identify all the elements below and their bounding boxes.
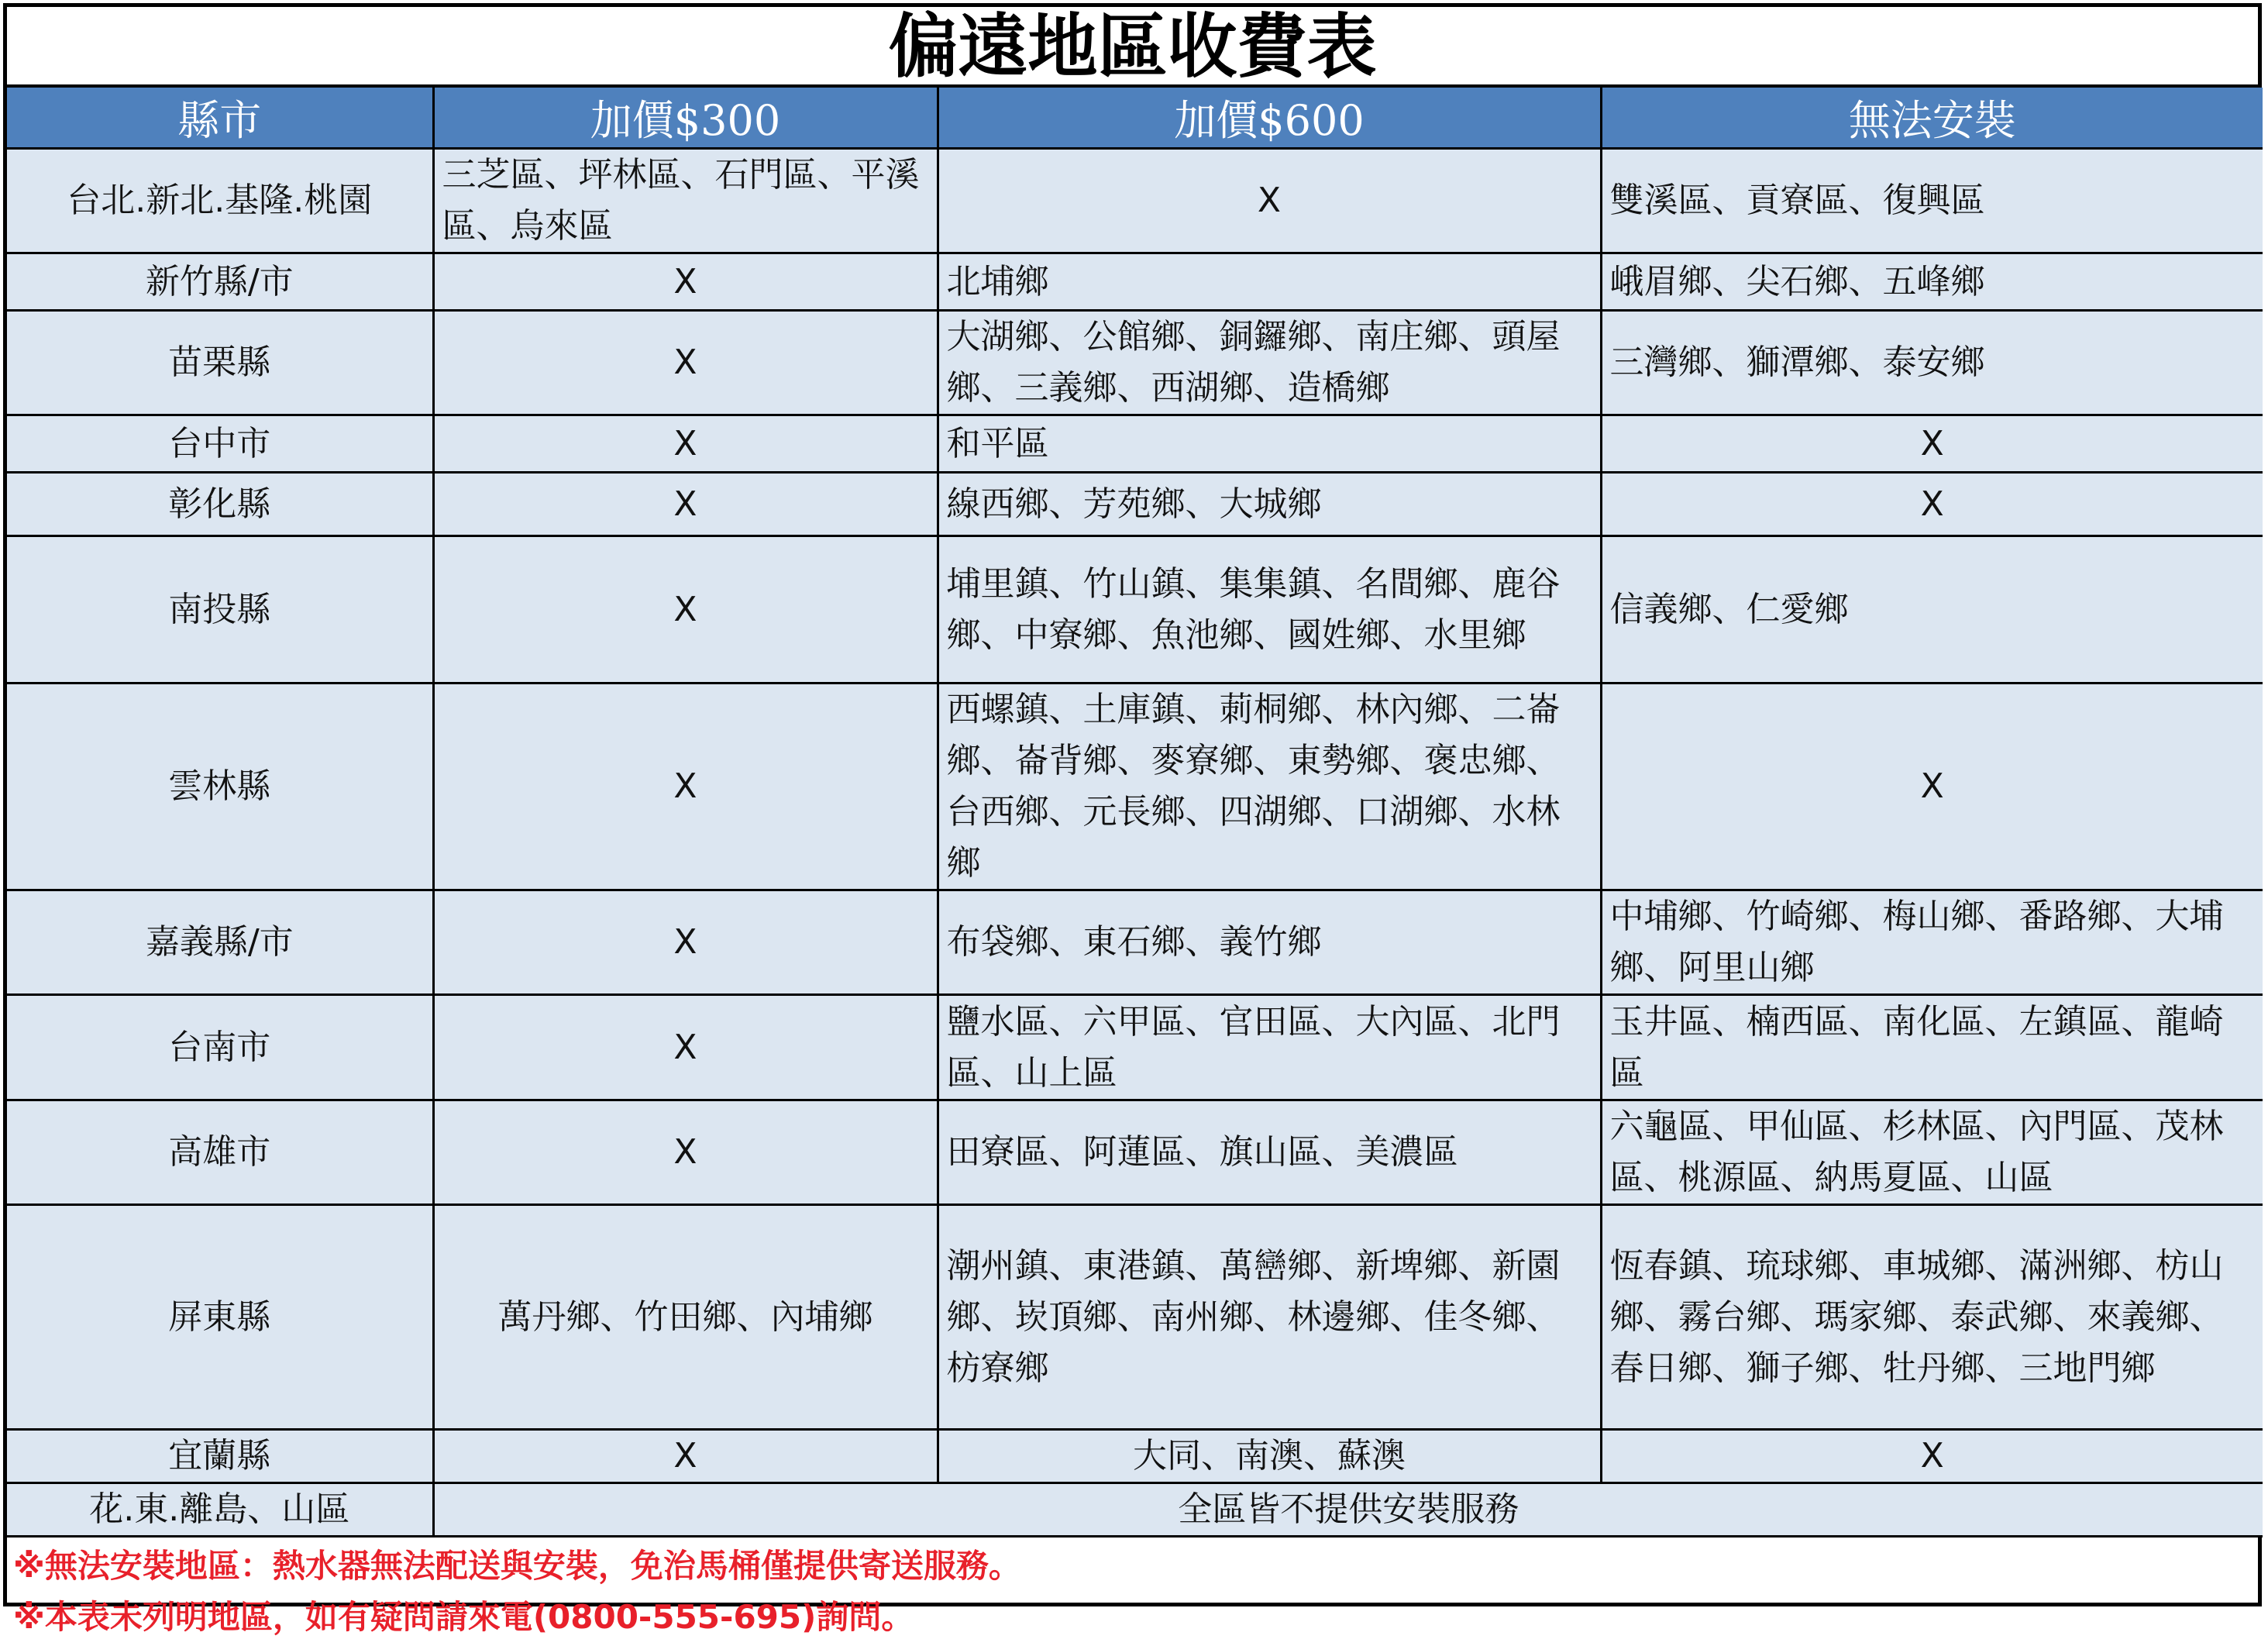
no-install-cell: 三灣鄉、獅潭鄉、泰安鄉 xyxy=(1601,311,2263,415)
no-install-cell: 信義鄉、仁愛鄉 xyxy=(1601,536,2263,684)
header-row xyxy=(7,88,2263,149)
add300-cell: X xyxy=(433,1100,938,1205)
add600-cell: 和平區 xyxy=(938,415,1601,473)
add300-cell: X xyxy=(433,253,938,311)
county-cell: 嘉義縣/市 xyxy=(7,890,433,995)
header-add600: 加價$600 xyxy=(938,88,1601,149)
add600-cell: 潮州鎮、東港鎮、萬巒鄉、新埤鄉、新園鄉、崁頂鄉、南州鄉、林邊鄉、佳冬鄉、枋寮鄉 xyxy=(938,1205,1601,1430)
county-cell: 台中市 xyxy=(7,415,433,473)
no-install-cell: 恆春鎮、琉球鄉、車城鄉、滿洲鄉、枋山鄉、霧台鄉、瑪家鄉、泰武鄉、來義鄉、春日鄉、獅子鄉、牡丹鄉、三地門鄉 xyxy=(1601,1205,2263,1430)
header-add300: 加價$300 xyxy=(433,88,938,149)
county-cell: 雲林縣 xyxy=(7,684,433,890)
table-row xyxy=(7,1100,2263,1205)
add300-cell: X xyxy=(433,1430,938,1483)
table-row xyxy=(7,536,2263,684)
add600-cell: 埔里鎮、竹山鎮、集集鎮、名間鄉、鹿谷鄉、中寮鄉、魚池鄉、國姓鄉、水里鄉 xyxy=(938,536,1601,684)
no-service-cell: 全區皆不提供安裝服務 xyxy=(433,1483,2263,1537)
add300-cell: X xyxy=(433,415,938,473)
add300-cell: X xyxy=(433,536,938,684)
table-row xyxy=(7,149,2263,253)
add600-cell: 線西鄉、芳苑鄉、大城鄉 xyxy=(938,473,1601,536)
header-county: 縣市 xyxy=(7,88,433,149)
add300-cell: 三芝區、坪林區、石門區、平溪區、烏來區 xyxy=(433,149,938,253)
no-install-cell: X xyxy=(1601,415,2263,473)
no-install-cell: 雙溪區、貢寮區、復興區 xyxy=(1601,149,2263,253)
fee-sheet xyxy=(3,3,2262,1636)
county-cell: 台南市 xyxy=(7,995,433,1100)
note-line: ※無法安裝地區：熱水器無法配送與安裝，免治馬桶僅提供寄送服務。 xyxy=(13,1547,1021,1585)
table-row xyxy=(7,311,2263,415)
table-row xyxy=(7,415,2263,473)
no-install-cell: X xyxy=(1601,473,2263,536)
note-line: ※本表未列明地區，如有疑問請來電(0800-555-695)詢問。 xyxy=(13,1598,914,1636)
add300-cell: X xyxy=(433,311,938,415)
no-install-cell: 玉井區、楠西區、南化區、左鎮區、龍崎區 xyxy=(1601,995,2263,1100)
county-cell: 南投縣 xyxy=(7,536,433,684)
add300-cell: X xyxy=(433,890,938,995)
add300-cell: X xyxy=(433,473,938,536)
no-install-cell: 峨眉鄉、尖石鄉、五峰鄉 xyxy=(1601,253,2263,311)
county-cell: 台北.新北.基隆.桃園 xyxy=(7,149,433,253)
add600-cell: 西螺鎮、土庫鎮、莿桐鄉、林內鄉、二崙鄉、崙背鄉、麥寮鄉、東勢鄉、褒忠鄉、台西鄉、元長鄉、四湖鄉、口湖鄉、水林鄉 xyxy=(938,684,1601,890)
add600-cell: X xyxy=(938,149,1601,253)
fee-table xyxy=(7,88,2263,1538)
table-row xyxy=(7,1430,2263,1483)
header-no-install: 無法安裝 xyxy=(1601,88,2263,149)
no-install-cell: 中埔鄉、竹崎鄉、梅山鄉、番路鄉、大埔鄉、阿里山鄉 xyxy=(1601,890,2263,995)
add300-cell: 萬丹鄉、竹田鄉、內埔鄉 xyxy=(433,1205,938,1430)
table-row xyxy=(7,1205,2263,1430)
table-row-last xyxy=(7,1483,2263,1537)
add600-cell: 田寮區、阿蓮區、旗山區、美濃區 xyxy=(938,1100,1601,1205)
table-row xyxy=(7,473,2263,536)
add300-cell: X xyxy=(433,684,938,890)
no-install-cell: X xyxy=(1601,684,2263,890)
add600-cell: 布袋鄉、東石鄉、義竹鄉 xyxy=(938,890,1601,995)
county-cell: 苗栗縣 xyxy=(7,311,433,415)
county-cell: 花.東.離島、山區 xyxy=(7,1483,433,1537)
county-cell: 彰化縣 xyxy=(7,473,433,536)
no-install-cell: X xyxy=(1601,1430,2263,1483)
county-cell: 高雄市 xyxy=(7,1100,433,1205)
table-row xyxy=(7,684,2263,890)
table-row xyxy=(7,995,2263,1100)
county-cell: 新竹縣/市 xyxy=(7,253,433,311)
table-row xyxy=(7,253,2263,311)
add600-cell: 北埔鄉 xyxy=(938,253,1601,311)
add600-cell: 大湖鄉、公館鄉、銅鑼鄉、南庄鄉、頭屋鄉、三義鄉、西湖鄉、造橋鄉 xyxy=(938,311,1601,415)
add600-cell: 鹽水區、六甲區、官田區、大內區、北門區、山上區 xyxy=(938,995,1601,1100)
no-install-cell: 六龜區、甲仙區、杉林區、內門區、茂林區、桃源區、納馬夏區、山區 xyxy=(1601,1100,2263,1205)
add600-cell: 大同、南澳、蘇澳 xyxy=(938,1430,1601,1483)
add300-cell: X xyxy=(433,995,938,1100)
notes xyxy=(7,1538,2258,1646)
sheet-title: 偏遠地區收費表 xyxy=(7,7,2258,88)
county-cell: 宜蘭縣 xyxy=(7,1430,433,1483)
table-row xyxy=(7,890,2263,995)
county-cell: 屏東縣 xyxy=(7,1205,433,1430)
